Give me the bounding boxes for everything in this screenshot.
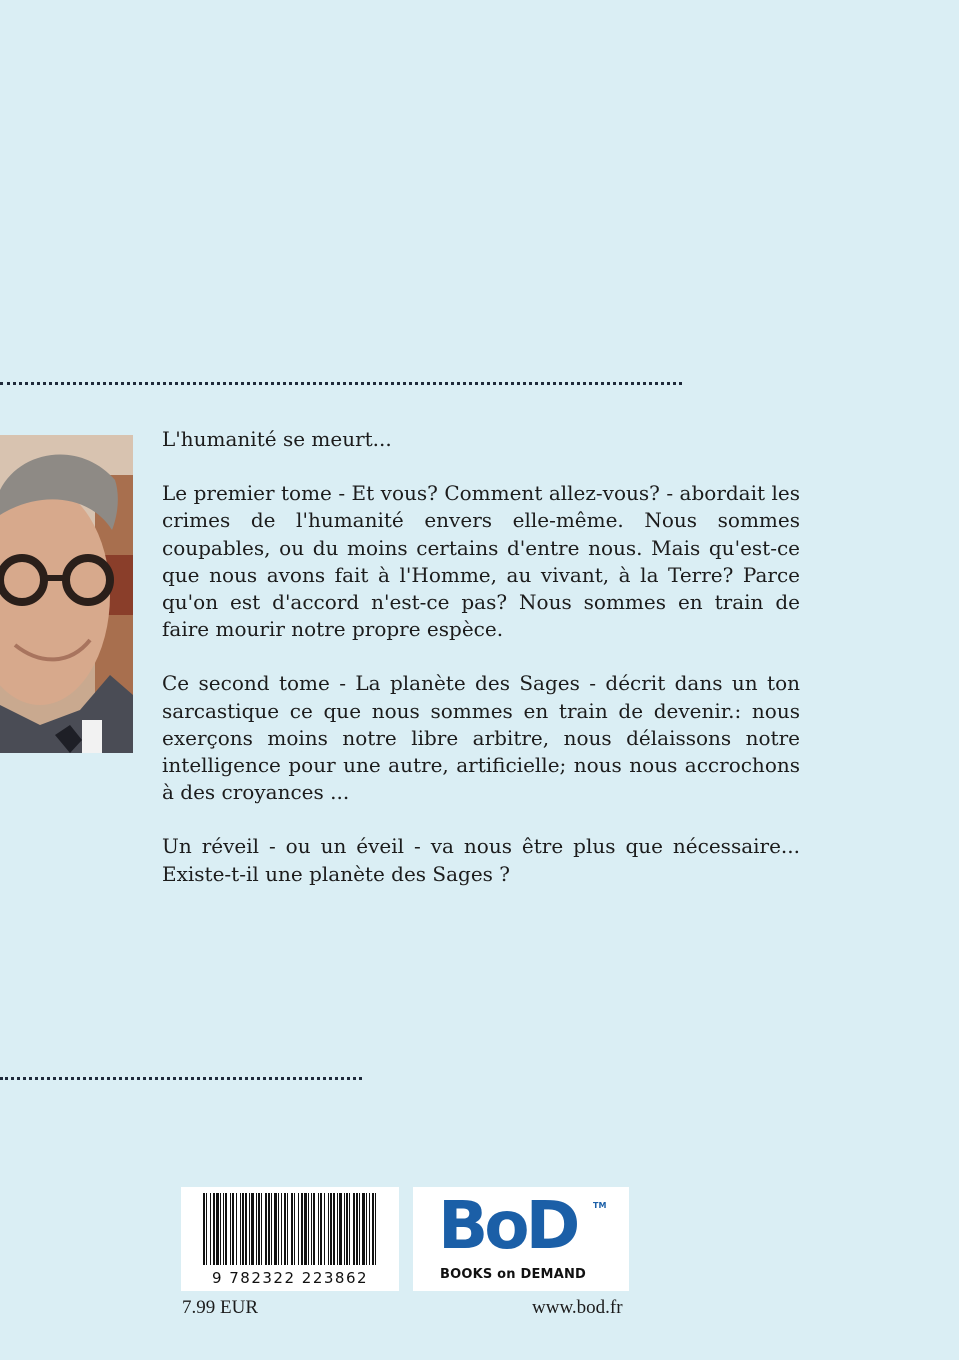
barcode-bar bbox=[220, 1193, 221, 1265]
barcode-digits: 9 782322 223862 bbox=[211, 1269, 369, 1287]
dotted-divider-top bbox=[0, 382, 682, 385]
publisher-logo bbox=[413, 1187, 629, 1291]
barcode-bar bbox=[242, 1193, 244, 1265]
bod-subtitle: BOOKS on DEMAND bbox=[440, 1267, 587, 1282]
barcode-bar bbox=[271, 1193, 272, 1265]
barcode-bar bbox=[313, 1193, 315, 1265]
barcode-bar bbox=[265, 1193, 267, 1265]
barcode-bar bbox=[281, 1193, 282, 1265]
barcode-bar bbox=[311, 1193, 312, 1265]
blurb-paragraph-3: Ce second tome - La planète des Sages - décrit dans un ton sarcastique ce que nous sommes en train de devenir.: nous exerçons moins notre libre arbitre, nous délaissons notre intelligence pour une autre, artificielle; nous nous accrochons à des croyances ... bbox=[162, 671, 800, 805]
blurb-paragraph-1: L'humanité se meurt... bbox=[162, 427, 392, 451]
barcode bbox=[181, 1187, 399, 1291]
barcode-bar bbox=[328, 1193, 329, 1265]
barcode-bar bbox=[339, 1193, 342, 1265]
author-photo bbox=[0, 435, 133, 753]
barcode-bar bbox=[236, 1193, 237, 1265]
barcode-bar bbox=[318, 1193, 319, 1265]
barcode-bar bbox=[330, 1193, 332, 1265]
barcode-bar bbox=[369, 1193, 370, 1265]
barcode-bar bbox=[213, 1193, 215, 1265]
barcode-bar bbox=[203, 1193, 205, 1265]
barcode-bar bbox=[308, 1193, 309, 1265]
publisher-website: www.bod.fr bbox=[532, 1297, 623, 1318]
barcode-bar bbox=[356, 1193, 358, 1265]
barcode-bar bbox=[294, 1193, 295, 1265]
barcode-bar bbox=[301, 1193, 303, 1265]
barcode-bar bbox=[287, 1193, 288, 1265]
price: 7.99 EUR bbox=[182, 1297, 258, 1318]
barcode-bar bbox=[291, 1193, 293, 1265]
barcode-bar bbox=[337, 1193, 338, 1265]
barcode-bar bbox=[230, 1193, 231, 1265]
barcode-bar bbox=[268, 1193, 270, 1265]
barcode-bar bbox=[256, 1193, 257, 1265]
barcode-bar bbox=[372, 1193, 374, 1265]
barcode-bar bbox=[366, 1193, 367, 1265]
blurb-paragraph-2: Le premier tome - Et vous? Comment allez-vous? - abordait les crimes de l'humanité envers elle-même. Nous sommes coupables, ou du moins certains d'entre nous. Mais qu'est-ce que nous avons fait à l'Homme, au vivant, à la Terre? Parce qu'on est d'accord n'est-ce pas? Nous sommes en train de faire mourir notre propre espèce. bbox=[162, 481, 800, 642]
barcode-bar bbox=[258, 1193, 260, 1265]
barcode-bar bbox=[206, 1193, 207, 1265]
barcode-bar bbox=[251, 1193, 254, 1265]
barcode-bars bbox=[181, 1187, 399, 1269]
back-cover-blurb bbox=[162, 426, 800, 915]
barcode-bar bbox=[375, 1193, 376, 1265]
dotted-divider-bottom bbox=[0, 1077, 362, 1080]
barcode-bar bbox=[274, 1193, 277, 1265]
barcode-bar bbox=[249, 1193, 250, 1265]
barcode-bar bbox=[353, 1193, 355, 1265]
bod-logo-text: BoD bbox=[438, 1187, 577, 1264]
barcode-bar bbox=[216, 1193, 219, 1265]
barcode-bar bbox=[346, 1193, 348, 1265]
barcode-bar bbox=[359, 1193, 360, 1265]
barcode-bar bbox=[278, 1193, 279, 1265]
barcode-bar bbox=[344, 1193, 345, 1265]
barcode-bar bbox=[324, 1193, 325, 1265]
barcode-bar bbox=[304, 1193, 307, 1265]
barcode-bar bbox=[223, 1193, 224, 1265]
barcode-bar bbox=[333, 1193, 335, 1265]
blurb-paragraph-4: Un réveil - ou un éveil - va nous être plus que nécessaire... Existe-t-il une planète des Sages ? bbox=[162, 834, 800, 886]
barcode-bar bbox=[245, 1193, 247, 1265]
barcode-bar bbox=[349, 1193, 350, 1265]
barcode-bar bbox=[232, 1193, 234, 1265]
trademark-mark: TM bbox=[593, 1201, 607, 1210]
barcode-bar bbox=[261, 1193, 262, 1265]
barcode-bar bbox=[298, 1193, 299, 1265]
barcode-bar bbox=[225, 1193, 227, 1265]
barcode-bar bbox=[240, 1193, 241, 1265]
barcode-bar bbox=[362, 1193, 365, 1265]
barcode-bar bbox=[210, 1193, 211, 1265]
barcode-bar bbox=[284, 1193, 286, 1265]
barcode-bar bbox=[320, 1193, 322, 1265]
